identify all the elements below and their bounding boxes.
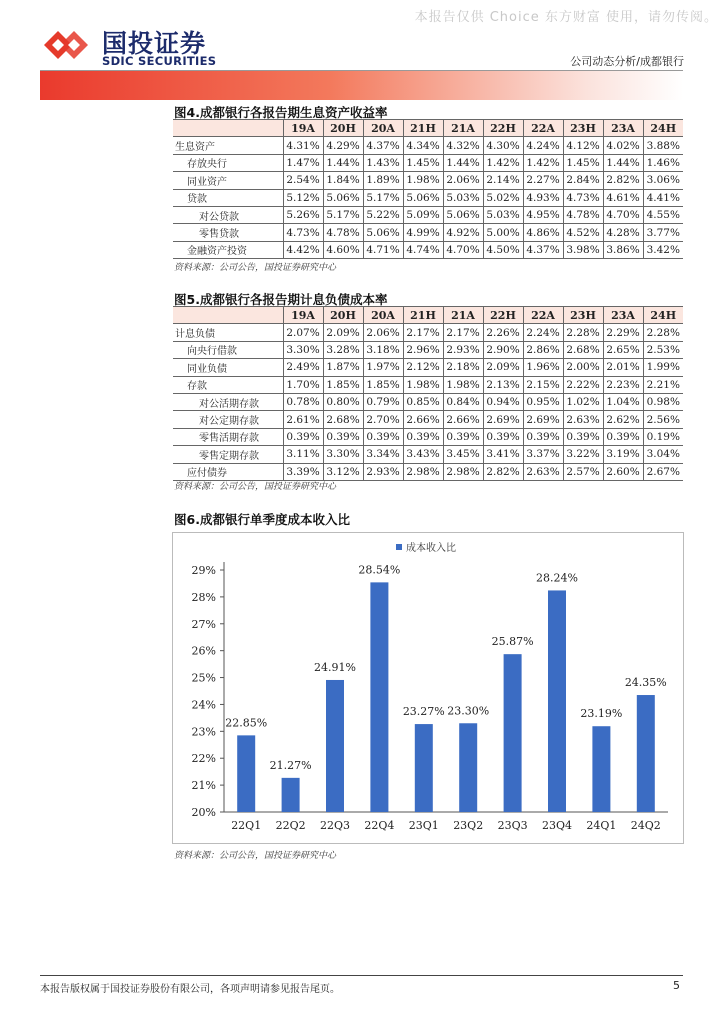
table-cell: 4.37% <box>523 241 563 258</box>
table-cell: 2.67% <box>643 463 683 480</box>
table-cell: 5.03% <box>443 189 483 206</box>
header-section-label: 公司动态分析/成都银行 <box>570 55 684 68</box>
table-cell: 3.43% <box>403 446 443 463</box>
data-label: 23.30% <box>447 704 490 718</box>
table-cell: 4.73% <box>283 224 323 241</box>
data-label: 25.87% <box>491 635 534 649</box>
table-cell: 0.95% <box>523 393 563 410</box>
table-cell: 0.39% <box>403 428 443 445</box>
table-cell: 4.28% <box>603 224 643 241</box>
table-cell: 2.70% <box>363 411 403 428</box>
table-cell: 1.45% <box>563 154 603 171</box>
table-cell: 4.31% <box>283 137 323 154</box>
bar <box>237 735 255 812</box>
table-cell: 2.14% <box>483 172 523 189</box>
data-label: 21.27% <box>269 758 312 772</box>
y-tick-label: 20% <box>191 806 216 819</box>
table-cell: 4.74% <box>403 241 443 258</box>
table-cell: 3.98% <box>563 241 603 258</box>
table-cell: 1.45% <box>403 154 443 171</box>
table-cell: 3.88% <box>643 137 683 154</box>
table-row <box>173 376 683 393</box>
table-cell: 2.26% <box>483 324 523 341</box>
table-cell: 2.66% <box>403 411 443 428</box>
x-tick-label: 22Q4 <box>364 819 395 832</box>
column-header: 20A <box>363 307 403 324</box>
table-cell: 2.06% <box>443 172 483 189</box>
table-cell: 2.07% <box>283 324 323 341</box>
table-cell: 1.42% <box>523 154 563 171</box>
column-header: 21A <box>443 120 483 137</box>
table-header-row <box>173 307 683 324</box>
data-label: 22.85% <box>225 716 268 730</box>
table-cell: 4.02% <box>603 137 643 154</box>
column-header: 21H <box>403 120 443 137</box>
table-cell: 1.99% <box>643 359 683 376</box>
table-cell: 2.82% <box>483 463 523 480</box>
x-tick-label: 22Q1 <box>231 819 262 832</box>
fig6-source: 资料来源：公司公告，国投证券研究中心 <box>174 851 337 861</box>
page-number: 5 <box>673 979 680 992</box>
table-cell: 0.80% <box>323 393 363 410</box>
table-cell: 3.34% <box>363 446 403 463</box>
bar <box>415 724 433 812</box>
footer-divider <box>40 975 683 976</box>
y-tick-label: 29% <box>191 564 216 577</box>
table-cell: 2.15% <box>523 376 563 393</box>
table-cell: 4.95% <box>523 206 563 223</box>
bar <box>592 726 610 812</box>
y-tick-label: 26% <box>191 644 216 658</box>
table-cell: 0.19% <box>643 428 683 445</box>
row-label: 存款 <box>173 376 283 393</box>
table-cell: 4.55% <box>643 206 683 223</box>
table-cell: 3.28% <box>323 341 363 358</box>
table-cell: 3.39% <box>283 463 323 480</box>
y-tick-label: 25% <box>191 671 216 685</box>
column-header: 23H <box>563 120 603 137</box>
table-cell: 2.68% <box>323 411 363 428</box>
bar <box>504 654 522 812</box>
table-cell: 2.09% <box>483 359 523 376</box>
fig6-title: 图6.成都银行单季度成本收入比 <box>174 512 350 527</box>
bar <box>282 778 300 812</box>
data-label: 23.27% <box>402 705 445 719</box>
table-row <box>173 224 683 241</box>
table-cell: 2.21% <box>643 376 683 393</box>
table-cell: 2.13% <box>483 376 523 393</box>
table-cell: 1.44% <box>443 154 483 171</box>
table-cell: 2.90% <box>483 341 523 358</box>
logo-mark-icon <box>40 24 96 66</box>
table-cell: 4.29% <box>323 137 363 154</box>
column-header: 20A <box>363 120 403 137</box>
table-cell: 4.34% <box>403 137 443 154</box>
table-row <box>173 241 683 258</box>
data-label: 28.54% <box>358 563 401 577</box>
table-row <box>173 428 683 445</box>
table-row <box>173 206 683 223</box>
table-cell: 3.12% <box>323 463 363 480</box>
table-cell: 3.41% <box>483 446 523 463</box>
table-cell: 4.50% <box>483 241 523 258</box>
column-header: 20H <box>323 120 363 137</box>
table-cell: 2.01% <box>603 359 643 376</box>
column-header: 23A <box>603 120 643 137</box>
table-cell: 5.17% <box>363 189 403 206</box>
table-row <box>173 446 683 463</box>
table-cell: 1.97% <box>363 359 403 376</box>
table-cell: 4.78% <box>563 206 603 223</box>
table-row <box>173 359 683 376</box>
bar <box>459 723 477 812</box>
data-label: 24.91% <box>314 660 356 674</box>
table-cell: 3.77% <box>643 224 683 241</box>
table-cell: 2.53% <box>643 341 683 358</box>
x-tick-label: 24Q1 <box>586 819 617 832</box>
column-header: 22A <box>523 307 563 324</box>
column-header: 21H <box>403 307 443 324</box>
table-cell: 4.12% <box>563 137 603 154</box>
table-cell: 2.93% <box>363 463 403 480</box>
table-cell: 4.52% <box>563 224 603 241</box>
table-cell: 4.93% <box>523 189 563 206</box>
table-cell: 3.37% <box>523 446 563 463</box>
fig4-title: 图4.成都银行各报告期生息资产收益率 <box>174 105 388 120</box>
table-cell: 2.60% <box>603 463 643 480</box>
table-cell: 3.06% <box>643 172 683 189</box>
table-cell: 4.70% <box>443 241 483 258</box>
column-header: 19A <box>283 307 323 324</box>
table-cell: 2.56% <box>643 411 683 428</box>
table-cell: 0.79% <box>363 393 403 410</box>
table-cell: 4.78% <box>323 224 363 241</box>
table-cell: 2.18% <box>443 359 483 376</box>
table-row <box>173 154 683 171</box>
row-label: 金融资产投资 <box>173 241 283 258</box>
table-cell: 4.60% <box>323 241 363 258</box>
table-cell: 2.57% <box>563 463 603 480</box>
y-tick-label: 23% <box>191 725 216 739</box>
table-cell: 2.22% <box>563 376 603 393</box>
row-label: 对公活期存款 <box>173 393 283 410</box>
table-cell: 5.06% <box>443 206 483 223</box>
table-cell: 2.84% <box>563 172 603 189</box>
table-cell: 3.86% <box>603 241 643 258</box>
table-cell: 1.85% <box>323 376 363 393</box>
watermark: 本报告仅供 Choice 东方财富 使用，请勿传阅。 <box>414 10 718 25</box>
table-cell: 2.86% <box>523 341 563 358</box>
table-cell: 0.39% <box>523 428 563 445</box>
table-cell: 2.68% <box>563 341 603 358</box>
table-cell: 0.39% <box>603 428 643 445</box>
table-cell: 5.12% <box>283 189 323 206</box>
table-cell: 1.44% <box>603 154 643 171</box>
table-cell: 1.43% <box>363 154 403 171</box>
x-tick-label: 23Q1 <box>408 819 439 832</box>
table-cell: 2.63% <box>563 411 603 428</box>
y-tick-label: 21% <box>191 779 216 793</box>
table-cell: 5.06% <box>323 189 363 206</box>
column-header: 22H <box>483 307 523 324</box>
table-cell: 2.27% <box>523 172 563 189</box>
table-cell: 1.85% <box>363 376 403 393</box>
column-header: 23A <box>603 307 643 324</box>
table-cell: 3.04% <box>643 446 683 463</box>
table-cell: 1.42% <box>483 154 523 171</box>
table-cell: 5.06% <box>363 224 403 241</box>
data-label: 28.24% <box>536 571 578 585</box>
table-cell: 1.70% <box>283 376 323 393</box>
table-cell: 5.02% <box>483 189 523 206</box>
bar <box>370 582 388 812</box>
cost-income-ratio-chart <box>172 532 684 844</box>
table-cell: 4.71% <box>363 241 403 258</box>
header-blank-cell <box>173 120 283 137</box>
table-cell: 5.03% <box>483 206 523 223</box>
table-cell: 4.73% <box>563 189 603 206</box>
table-cell: 2.98% <box>443 463 483 480</box>
table-row <box>173 324 683 341</box>
x-tick-label: 23Q2 <box>453 819 484 832</box>
table-cell: 3.30% <box>283 341 323 358</box>
table-cell: 4.86% <box>523 224 563 241</box>
y-tick-label: 27% <box>191 617 216 631</box>
column-header: 22H <box>483 120 523 137</box>
table-cell: 4.37% <box>363 137 403 154</box>
table-cell: 1.89% <box>363 172 403 189</box>
x-tick-label: 23Q3 <box>497 819 528 832</box>
table-cell: 2.28% <box>643 324 683 341</box>
table-cell: 0.98% <box>643 393 683 410</box>
column-header: 24H <box>643 120 683 137</box>
bar <box>548 590 566 812</box>
table-cell: 4.41% <box>643 189 683 206</box>
table-cell: 4.70% <box>603 206 643 223</box>
table-cell: 3.42% <box>643 241 683 258</box>
x-tick-label: 24Q2 <box>630 819 661 832</box>
table-cell: 4.42% <box>283 241 323 258</box>
row-label: 存放央行 <box>173 154 283 171</box>
table-cell: 0.94% <box>483 393 523 410</box>
table-cell: 5.26% <box>283 206 323 223</box>
footer-disclaimer: 本报告版权属于国投证券股份有限公司，各项声明请参见报告尾页。 <box>40 984 340 995</box>
table-cell: 0.39% <box>483 428 523 445</box>
table-cell: 0.39% <box>323 428 363 445</box>
x-tick-label: 22Q3 <box>319 819 351 832</box>
fig5-table <box>173 306 683 481</box>
table-cell: 1.96% <box>523 359 563 376</box>
table-cell: 2.00% <box>563 359 603 376</box>
table-cell: 4.99% <box>403 224 443 241</box>
row-label: 零售定期存款 <box>173 446 283 463</box>
table-cell: 0.39% <box>563 428 603 445</box>
x-tick-label: 23Q4 <box>541 819 573 832</box>
row-label: 生息资产 <box>173 137 283 154</box>
table-cell: 2.96% <box>403 341 443 358</box>
table-cell: 2.29% <box>603 324 643 341</box>
table-cell: 0.78% <box>283 393 323 410</box>
table-row <box>173 172 683 189</box>
table-cell: 5.06% <box>403 189 443 206</box>
legend-swatch <box>396 544 402 550</box>
table-cell: 2.17% <box>443 324 483 341</box>
column-header: 23H <box>563 307 603 324</box>
table-cell: 3.22% <box>563 446 603 463</box>
table-cell: 4.32% <box>443 137 483 154</box>
table-header-row <box>173 120 683 137</box>
data-label: 24.35% <box>624 676 667 690</box>
table-cell: 0.85% <box>403 393 443 410</box>
data-label: 23.19% <box>580 707 623 721</box>
table-cell: 1.84% <box>323 172 363 189</box>
table-cell: 4.30% <box>483 137 523 154</box>
column-header: 20H <box>323 307 363 324</box>
fig5-source: 资料来源：公司公告，国投证券研究中心 <box>174 482 337 492</box>
table-cell: 1.98% <box>403 172 443 189</box>
table-cell: 2.24% <box>523 324 563 341</box>
table-row <box>173 189 683 206</box>
row-label: 同业负债 <box>173 359 283 376</box>
table-cell: 1.04% <box>603 393 643 410</box>
table-cell: 2.66% <box>443 411 483 428</box>
table-cell: 2.12% <box>403 359 443 376</box>
legend-label: 成本收入比 <box>406 543 456 554</box>
fig5-title: 图5.成都银行各报告期计息负债成本率 <box>174 292 388 307</box>
table-cell: 3.30% <box>323 446 363 463</box>
row-label: 计息负债 <box>173 324 283 341</box>
table-cell: 3.19% <box>603 446 643 463</box>
table-cell: 2.49% <box>283 359 323 376</box>
table-cell: 0.84% <box>443 393 483 410</box>
table-cell: 2.93% <box>443 341 483 358</box>
table-cell: 1.87% <box>323 359 363 376</box>
row-label: 向央行借款 <box>173 341 283 358</box>
y-tick-label: 28% <box>191 590 216 604</box>
header-blank-cell <box>173 307 283 324</box>
table-cell: 1.44% <box>323 154 363 171</box>
table-cell: 2.69% <box>483 411 523 428</box>
table-cell: 2.06% <box>363 324 403 341</box>
y-tick-label: 24% <box>191 698 216 712</box>
fig4-source: 资料来源：公司公告，国投证券研究中心 <box>174 263 337 273</box>
table-row <box>173 411 683 428</box>
table-cell: 2.82% <box>603 172 643 189</box>
table-cell: 1.98% <box>403 376 443 393</box>
logo-text-cn: 国投证券 <box>102 29 207 58</box>
row-label: 贷款 <box>173 189 283 206</box>
column-header: 19A <box>283 120 323 137</box>
row-label: 对公贷款 <box>173 206 283 223</box>
column-header: 22A <box>523 120 563 137</box>
table-cell: 4.24% <box>523 137 563 154</box>
table-cell: 3.11% <box>283 446 323 463</box>
table-cell: 0.39% <box>283 428 323 445</box>
logo-text-en: SDIC SECURITIES <box>102 54 217 68</box>
table-cell: 0.39% <box>443 428 483 445</box>
row-label: 对公定期存款 <box>173 411 283 428</box>
fig4-table <box>173 119 683 259</box>
table-cell: 1.02% <box>563 393 603 410</box>
company-logo <box>40 24 240 66</box>
table-cell: 2.61% <box>283 411 323 428</box>
column-header: 21A <box>443 307 483 324</box>
header-band <box>40 70 683 100</box>
table-cell: 2.23% <box>603 376 643 393</box>
row-label: 应付债券 <box>173 463 283 480</box>
table-cell: 0.39% <box>363 428 403 445</box>
table-cell: 1.46% <box>643 154 683 171</box>
table-cell: 2.54% <box>283 172 323 189</box>
table-cell: 2.62% <box>603 411 643 428</box>
table-cell: 2.28% <box>563 324 603 341</box>
table-cell: 2.09% <box>323 324 363 341</box>
table-row <box>173 137 683 154</box>
x-tick-label: 22Q2 <box>275 819 306 832</box>
table-cell: 5.17% <box>323 206 363 223</box>
bar <box>326 680 344 812</box>
table-cell: 2.98% <box>403 463 443 480</box>
table-cell: 1.98% <box>443 376 483 393</box>
table-cell: 3.45% <box>443 446 483 463</box>
table-cell: 5.09% <box>403 206 443 223</box>
table-cell: 2.65% <box>603 341 643 358</box>
table-row <box>173 341 683 358</box>
table-row <box>173 463 683 480</box>
row-label: 同业资产 <box>173 172 283 189</box>
table-cell: 2.69% <box>523 411 563 428</box>
table-cell: 2.63% <box>523 463 563 480</box>
row-label: 零售贷款 <box>173 224 283 241</box>
table-cell: 2.17% <box>403 324 443 341</box>
table-cell: 4.61% <box>603 189 643 206</box>
table-cell: 1.47% <box>283 154 323 171</box>
table-cell: 4.92% <box>443 224 483 241</box>
header-divider <box>40 70 683 71</box>
column-header: 24H <box>643 307 683 324</box>
table-cell: 5.22% <box>363 206 403 223</box>
y-tick-label: 22% <box>191 752 216 766</box>
table-cell: 5.00% <box>483 224 523 241</box>
table-cell: 3.18% <box>363 341 403 358</box>
table-row <box>173 393 683 410</box>
row-label: 零售活期存款 <box>173 428 283 445</box>
bar <box>637 695 655 812</box>
